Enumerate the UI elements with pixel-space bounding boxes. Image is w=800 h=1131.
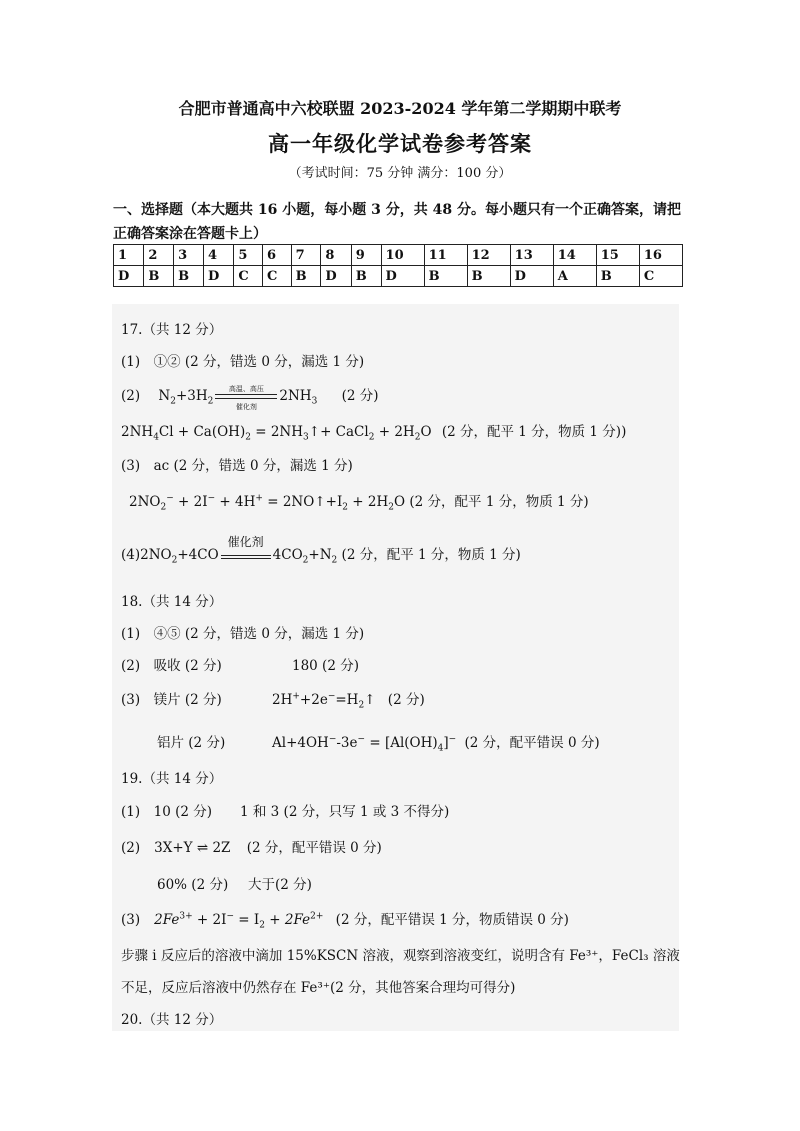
- q18-part2b: 180 (2 分): [292, 658, 359, 674]
- answer-table-number-cell: 9: [351, 245, 381, 266]
- answer-table-answer-cell: C: [639, 266, 682, 287]
- q17-part2b-equation: $2NH_4Cl + Ca(OH)_2$ = $2NH_3↑+$ CaCl$_2$ + $2H_2O$ (2 分，配平 1 分，物质 1 分)): [121, 424, 627, 443]
- q19-part2a-equation: (2) 3X+Y ⇌ 2Z (2 分，配平错误 0 分): [121, 840, 382, 856]
- q19-part1b: 1 和 3 (2 分，只写 1 或 3 不得分): [240, 804, 450, 820]
- answer-table-answer-cell: D: [114, 266, 144, 287]
- answer-table-number-cell: 12: [467, 245, 510, 266]
- q17-part3: (3) ac (2 分，错选 0 分，漏选 1 分): [121, 458, 353, 474]
- answer-table-number-cell: 11: [424, 245, 467, 266]
- q18-part2a: (2) 吸收 (2 分): [121, 658, 222, 674]
- q19-part3-equation: (3) $2Fe^{3+} + 2I^- = I_2 + 2Fe^{2+}$ (2 分，配平错误 1 分，物质错误 0 分): [121, 911, 569, 931]
- q19-part2c: 大于(2 分): [248, 877, 312, 893]
- q17-part2-equation: (2) $N_2+3H_2$ 高温、高压 催化剂 $2NH_3$ (2 分): [121, 384, 379, 411]
- q17-part4-label: (4): [121, 547, 141, 563]
- q18-part3c: 铝片 (2 分): [157, 735, 226, 751]
- answer-table-answer-cell: D: [203, 266, 233, 287]
- q18-part3d-score: (2 分，配平错误 0 分): [464, 735, 600, 751]
- answer-table-answer-cell: B: [144, 266, 174, 287]
- answer-table-answer-cell: D: [321, 266, 351, 287]
- answer-table-answer-cell: B: [596, 266, 639, 287]
- q18-part3b-equation: $2H^++2e^-=H_2↑$ (2 分): [272, 691, 425, 711]
- q18-part3d-equation: $Al+4OH^--3e^- = [Al(OH)_4]^-$ (2 分，配平错误 0 分): [272, 734, 600, 754]
- q19-part3-text1: 步骤 i 反应后的溶液中滴加 15%KSCN 溶液，观察到溶液变红，说明含有 Fe³⁺，FeCl₃ 溶液: [121, 948, 680, 964]
- q18-part3b-score: (2 分): [387, 692, 425, 708]
- q19-part2a-score: (2 分，配平错误 0 分): [246, 840, 382, 856]
- document-subtitle: 高一年级化学试卷参考答案: [268, 131, 532, 156]
- q17-part3b-equation: $2NO_2^- + 2I^- + 4H^+$ = $2NO↑+I_2 + 2H_2O$ (2 分，配平 1 分，物质 1 分): [129, 493, 589, 513]
- exam-info: （考试时间：75 分钟 满分：100 分）: [288, 166, 512, 181]
- document-title: 合肥市普通高中六校联盟 2023-2024 学年第二学期期中联考: [178, 99, 622, 118]
- answer-table-number-cell: 14: [553, 245, 596, 266]
- answer-table-number-cell: 5: [234, 245, 263, 266]
- q19-title: 19.（共 14 分）: [121, 771, 223, 787]
- reversible-arrow-icon: 高温、高压 催化剂: [215, 390, 277, 404]
- answer-table-number-cell: 13: [510, 245, 553, 266]
- answer-table-answer-cell: B: [351, 266, 381, 287]
- answer-table-number-row: [114, 245, 683, 266]
- answer-table-answer-cell: B: [467, 266, 510, 287]
- answer-table-number-cell: 8: [321, 245, 351, 266]
- answer-table-number-cell: 3: [174, 245, 204, 266]
- q17-part1: (1) ①② (2 分，错选 0 分，漏选 1 分): [121, 354, 365, 370]
- q19-part3-score: (2 分，配平错误 1 分，物质错误 0 分): [335, 912, 569, 928]
- answer-table-answer-row: [114, 266, 683, 287]
- answer-table-number-cell: 15: [596, 245, 639, 266]
- answer-table-answer-cell: B: [174, 266, 204, 287]
- q17-part3b-score: (2 分，配平 1 分，物质 1 分): [409, 494, 589, 510]
- answer-table-answer-cell: D: [510, 266, 553, 287]
- q19-part2a-label: (2): [121, 840, 141, 856]
- q17-part4-score: (2 分，配平 1 分，物质 1 分): [341, 547, 521, 563]
- answer-table-answer-cell: B: [424, 266, 467, 287]
- q19-part3-text2: 不足，反应后溶液中仍然存在 Fe³⁺(2 分，其他答案合理均可得分): [121, 980, 516, 996]
- q18-title: 18.（共 14 分）: [121, 594, 223, 610]
- q17-part2-label: (2): [121, 388, 141, 404]
- answer-table-number-cell: 10: [381, 245, 424, 266]
- answer-table: [113, 244, 683, 287]
- q18-part1: (1) ④⑤ (2 分，错选 0 分，漏选 1 分): [121, 626, 365, 642]
- answer-table-number-cell: 2: [144, 245, 174, 266]
- answer-table-answer-cell: C: [234, 266, 263, 287]
- answer-table-number-cell: 6: [262, 245, 291, 266]
- q17-part4-equation: $(4)2NO_2+4CO$ 催化剂 $4CO_2+N_2$ (2 分，配平 1 分，物质 1 分): [121, 534, 521, 566]
- answer-table-number-cell: 4: [203, 245, 233, 266]
- answer-table-number-cell: 16: [639, 245, 682, 266]
- answer-table-number-cell: 7: [291, 245, 321, 266]
- q17-title: 17.（共 12 分）: [121, 322, 223, 338]
- q19-part3-label: (3): [121, 912, 141, 928]
- answer-table-number-cell: 1: [114, 245, 144, 266]
- q18-part3a: (3) 镁片 (2 分): [121, 692, 222, 708]
- q19-part1a: (1) 10 (2 分): [121, 804, 213, 820]
- answer-table-answer-cell: C: [262, 266, 291, 287]
- q19-part2b: 60% (2 分): [157, 877, 229, 893]
- q17-part2-score: (2 分): [341, 388, 379, 404]
- answer-table-answer-cell: D: [381, 266, 424, 287]
- section-heading: 一、选择题（本大题共 16 小题，每小题 3 分，共 48 分。每小题只有一个正确答案，请把正确答案涂在答题卡上）: [113, 202, 681, 242]
- q17-part2b-score: (2 分，配平 1 分，物质 1 分)): [441, 424, 627, 440]
- equals-catalyst-icon: 催化剂: [221, 549, 271, 563]
- answer-table-answer-cell: B: [291, 266, 321, 287]
- q20-title: 20.（共 12 分）: [121, 1012, 223, 1028]
- answer-table-answer-cell: A: [553, 266, 596, 287]
